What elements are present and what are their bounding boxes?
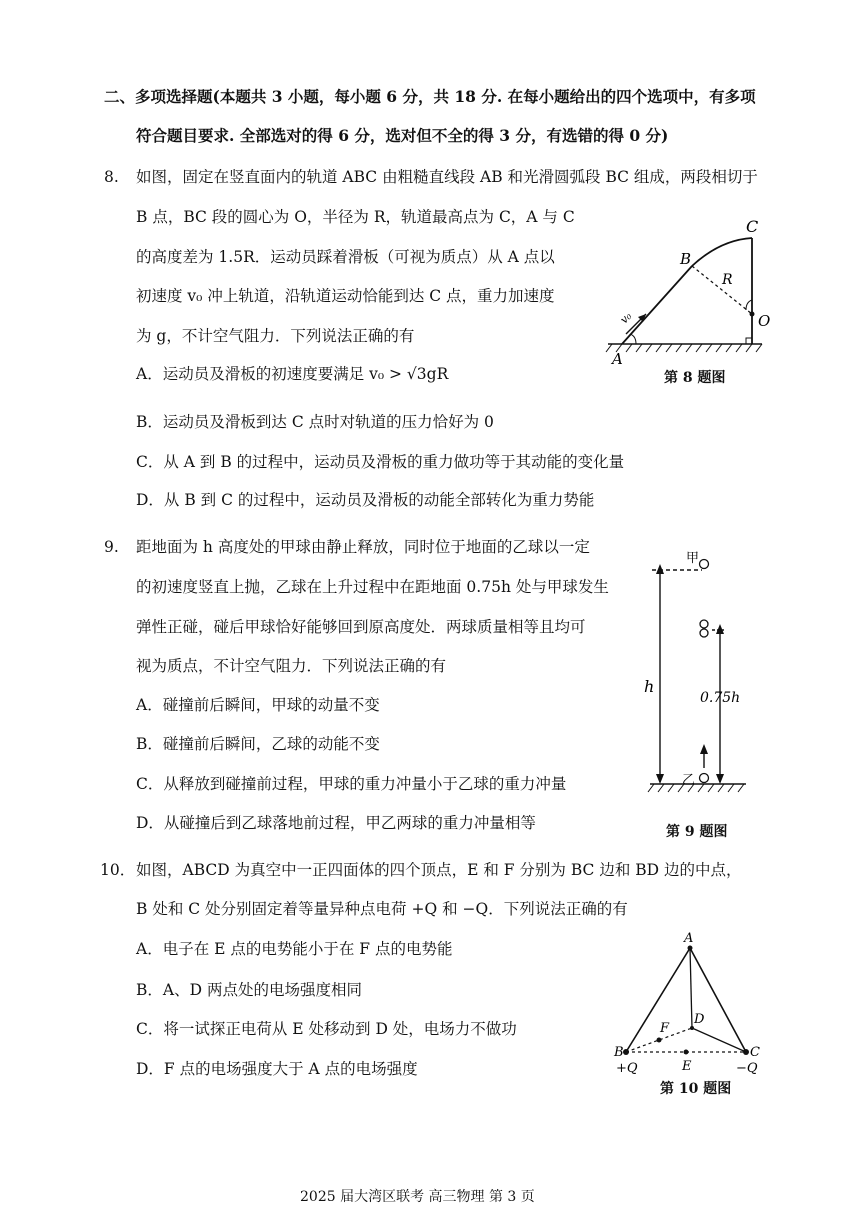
q9-figure-caption: 第 9 题图 xyxy=(666,824,728,840)
q10-option-a: A．电子在 E 点的电势能小于在 F 点的电势能 xyxy=(136,940,453,958)
q8-label-c: C xyxy=(746,217,759,236)
q10-figure-caption: 第 10 题图 xyxy=(660,1081,732,1097)
q10-label-f: F xyxy=(660,1021,670,1036)
q8-label-v0: v₀ xyxy=(617,309,635,327)
q10-label-c: C xyxy=(750,1045,760,1060)
q9-number: 9. xyxy=(104,538,119,556)
q8-option-b: B．运动员及滑板到达 C 点时对轨道的压力恰好为 0 xyxy=(136,413,494,431)
q10-edge-ad xyxy=(690,948,692,1028)
q10-label-plus-q: +Q xyxy=(616,1061,638,1076)
q8-stem-line4: 初速度 v₀ 冲上轨道，沿轨道运动恰能到达 C 点，重力加速度 xyxy=(136,287,555,305)
q9-stem-line4: 视为质点，不计空气阻力．下列说法正确的有 xyxy=(136,657,447,675)
q8-label-b: B xyxy=(680,250,692,268)
q10-label-minus-q: −Q xyxy=(736,1061,758,1076)
q9-ball-yi-start xyxy=(700,774,709,783)
q8-option-a: A．运动员及滑板的初速度要满足 v₀ > √3gR xyxy=(136,365,449,383)
q9-ball-jia-start xyxy=(700,560,709,569)
q10-label-d: D xyxy=(694,1012,705,1027)
q10-label-b: B xyxy=(614,1045,624,1060)
q10-figure xyxy=(612,928,782,1078)
q8-option-c: C．从 A 到 B 的过程中，运动员及滑板的重力做功等于其动能的变化量 xyxy=(136,453,625,471)
q9-label-075h: 0.75h xyxy=(700,690,741,706)
q8-label-r: R xyxy=(722,272,733,288)
q8-stem-line2: B 点，BC 段的圆心为 O，半径为 R，轨道最高点为 C，A 与 C xyxy=(136,208,575,226)
q9-option-a: A．碰撞前后瞬间，甲球的动量不变 xyxy=(136,696,380,714)
q10-point-c xyxy=(743,1049,749,1055)
q8-label-o: O xyxy=(758,312,771,330)
q8-figure-caption: 第 8 题图 xyxy=(664,370,726,386)
q8-stem-line1: 如图，固定在竖直面内的轨道 ABC 由粗糙直线段 AB 和光滑圆弧段 BC 组成，两段相切于 xyxy=(136,168,758,186)
q8-stem-line3: 的高度差为 1.5R．运动员踩着滑板（可视为质点）从 A 点以 xyxy=(136,248,555,266)
q10-label-e: E xyxy=(682,1059,692,1074)
q9-label-h: h xyxy=(644,677,655,696)
q9-stem-line1: 距地面为 h 高度处的甲球由静止释放，同时位于地面的乙球以一定 xyxy=(136,538,590,556)
q8-point-o xyxy=(750,312,755,317)
q9-option-d: D．从碰撞后到乙球落地前过程，甲乙两球的重力冲量相等 xyxy=(136,814,536,832)
q10-stem-line2: B 处和 C 处分别固定着等量异种点电荷 +Q 和 −Q．下列说法正确的有 xyxy=(136,900,628,918)
q9-option-c: C．从释放到碰撞前过程，甲球的重力冲量小于乙球的重力冲量 xyxy=(136,775,567,793)
q9-figure xyxy=(640,544,780,804)
q10-edge-dc xyxy=(692,1028,746,1052)
q8-option-d: D．从 B 到 C 的过程中，运动员及滑板的动能全部转化为重力势能 xyxy=(136,491,595,509)
q9-ball-jia-collision xyxy=(700,620,708,628)
q10-point-e xyxy=(684,1050,689,1055)
q9-ball-yi-collision xyxy=(700,629,708,637)
q9-stem-line3: 弹性正碰，碰后甲球恰好能够回到原高度处．两球质量相等且均可 xyxy=(136,618,586,636)
page-footer: 2025 届大湾区联考 高三物理 第 3 页 xyxy=(300,1189,535,1205)
q8-track-ab xyxy=(622,266,692,344)
section-heading-line2: 符合题目要求. 全部选对的得 6 分，选对但不全的得 3 分，有选错的得 0 分) xyxy=(136,126,669,145)
q10-option-d: D．F 点的电场强度大于 A 点的电场强度 xyxy=(136,1060,418,1078)
q10-point-f xyxy=(657,1038,662,1043)
q10-edge-ac xyxy=(690,948,746,1052)
q8-number: 8. xyxy=(104,168,119,186)
q10-stem-line1: 如图，ABCD 为真空中一正四面体的四个顶点，E 和 F 分别为 BC 边和 BD 边的中点， xyxy=(136,861,742,879)
q9-stem-line2: 的初速度竖直上抛，乙球在上升过程中在距地面 0.75h 处与甲球发生 xyxy=(136,578,609,596)
q10-option-c: C．将一试探正电荷从 E 处移动到 D 处，电场力不做功 xyxy=(136,1020,517,1038)
q10-label-a: A xyxy=(684,931,694,946)
q8-label-a: A xyxy=(612,350,623,368)
q9-option-b: B．碰撞前后瞬间，乙球的动能不变 xyxy=(136,735,380,753)
q10-edge-ab xyxy=(626,948,690,1052)
q8-track-bc xyxy=(692,238,752,266)
q10-number: 10． xyxy=(100,861,136,879)
q8-stem-line5: 为 g，不计空气阻力．下列说法正确的有 xyxy=(136,327,415,345)
q10-option-b: B．A、D 两点处的电场强度相同 xyxy=(136,981,362,999)
q10-point-a xyxy=(688,946,693,951)
q8-figure xyxy=(600,218,790,378)
q10-point-b xyxy=(623,1049,629,1055)
section-heading-line1: 二、多项选择题(本题共 3 小题，每小题 6 分，共 18 分. 在每小题给出的四个选项中，有多项 xyxy=(104,87,756,106)
q9-label-yi: 乙 xyxy=(682,773,696,788)
q9-label-jia: 甲 xyxy=(686,551,700,566)
